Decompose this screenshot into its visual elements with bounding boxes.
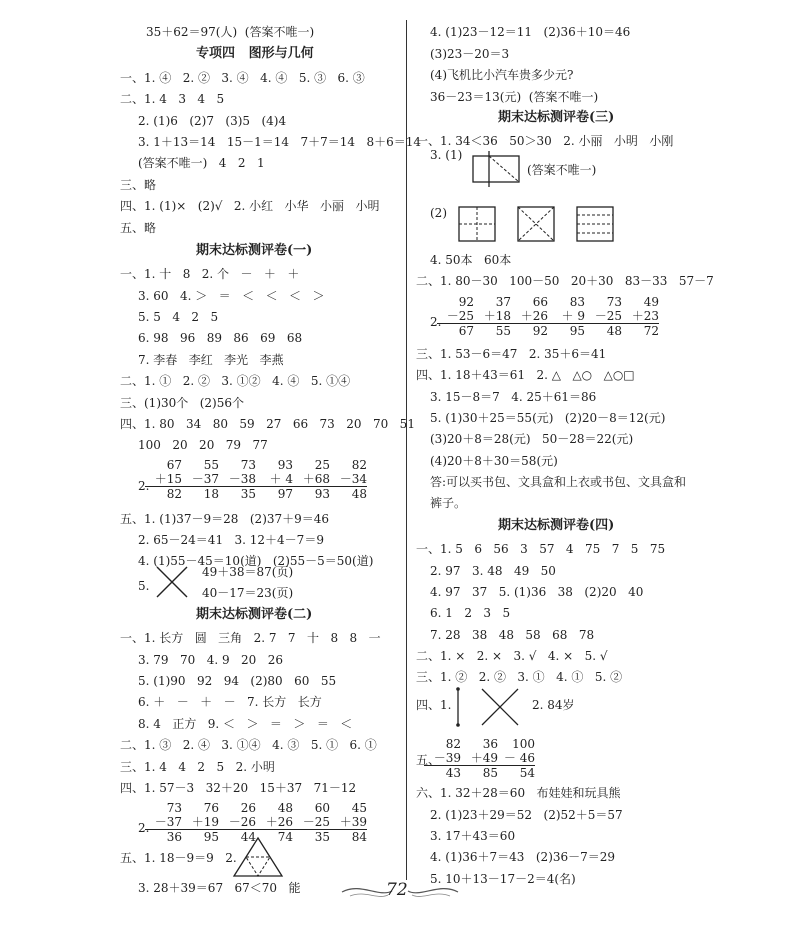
vm-cell: －34: [339, 472, 367, 486]
answer-line: 2. 84岁: [532, 698, 575, 712]
vm-result-row: [424, 766, 535, 780]
vm-cell: 82: [166, 487, 182, 501]
answer-line: 四、1. (1)× (2)√ 2. 小红 小华 小丽 小明: [120, 199, 380, 213]
vm-cell: 100: [512, 737, 535, 751]
answer-line: 49＋38＝87(页): [202, 565, 294, 579]
vm-cell: ＋39: [339, 815, 367, 829]
section-heading: 专项四 图形与几何: [196, 46, 314, 61]
answer-line: 2. 65－24＝41 3. 12＋4－7＝9: [138, 533, 324, 547]
answer-line: 35＋62＝97(人) (答案不唯一): [146, 25, 315, 39]
answer-line: 5. 10＋13－17－2＝4(名): [430, 872, 576, 886]
answer-line: (3)23－20＝3: [430, 47, 510, 61]
vm-cell: ＋23: [631, 309, 659, 323]
vm-cell: 73: [240, 458, 256, 472]
answer-line: 2. (1)23＋29＝52 (2)52＋5＝57: [430, 808, 623, 822]
answer-line: 8. 4 正方 9. ＜ ＞ ＝ ＞ ＝ ＜: [138, 717, 353, 731]
answer-line: (答案不唯一): [527, 163, 597, 177]
vm-cell: ＋15: [154, 472, 182, 486]
vm-mid-row: [437, 309, 659, 324]
section-heading: 期末达标测评卷(一): [196, 243, 313, 258]
vm-cell: 97: [277, 487, 293, 501]
answer-line: 100 20 20 79 77: [138, 438, 268, 452]
section-heading: 期末达标测评卷(四): [498, 518, 615, 533]
answer-line: 四、1.: [416, 698, 452, 712]
answer-line: (2): [430, 206, 447, 220]
vm-mid-row: [145, 472, 367, 487]
vm-cell: ＋ 9: [561, 309, 585, 323]
cross-lines-figure: [480, 687, 520, 727]
vm-cell: 25: [314, 458, 330, 472]
vm-cell: －26: [228, 815, 256, 829]
vm-cell: 36: [482, 737, 498, 751]
vm-cell: 93: [314, 487, 330, 501]
answer-line: 3. 15－8＝7 4. 25＋61＝86: [430, 390, 597, 404]
vm-cell: ＋26: [265, 815, 293, 829]
answer-line: 四、1. 80 34 80 59 27 66 73 20 70 51: [120, 417, 415, 431]
vm-cell: －37: [191, 472, 219, 486]
cross-lines-figure: [155, 565, 189, 599]
vm-mid-row: [145, 815, 367, 830]
answer-line: 6. ＋ － ＋ － 7. 长方 长方: [138, 695, 322, 709]
vm-cell: ＋68: [302, 472, 330, 486]
answer-line: (3)20＋8＝28(元) 50－28＝22(元): [430, 432, 634, 446]
vm-cell: 43: [445, 766, 461, 780]
vm-cell: 37: [495, 295, 511, 309]
page-number: 72: [386, 880, 408, 900]
vm-cell: 92: [458, 295, 474, 309]
vm-cell: 60: [314, 801, 330, 815]
vm-cell: 72: [643, 324, 659, 338]
vm-cell: 83: [569, 295, 585, 309]
answer-line: 一、1. ④ 2. ② 3. ④ 4. ④ 5. ③ 6. ③: [120, 71, 365, 85]
answer-line: 3. 1＋13＝14 15－1＝14 7＋7＝14 8＋6＝14: [138, 135, 422, 149]
vm-cell: 45: [351, 801, 367, 815]
vm-cell: 67: [458, 324, 474, 338]
answer-line: 3. 17＋43＝60: [430, 829, 516, 843]
answer-line: 4. (1)55－45＝10(道) (2)55－5＝50(道): [138, 554, 374, 568]
answer-line: 三、1. 53－6＝47 2. 35＋6＝41: [416, 347, 607, 361]
vm-cell: 26: [240, 801, 256, 815]
answer-line: 5. (1)30＋25＝55(元) (2)20－8＝12(元): [430, 411, 666, 425]
vm-cell: 93: [277, 458, 293, 472]
vm-cell: 85: [482, 766, 498, 780]
answer-line: 3. (1): [430, 148, 463, 162]
vm-result-row: [437, 324, 659, 338]
answer-line: 四、1. 57－3 32＋20 15＋37 71－12: [120, 781, 357, 795]
vm-cell: 48: [606, 324, 622, 338]
vm-cell: － 46: [503, 751, 535, 765]
answer-line: 六、1. 32＋28＝60 布娃娃和玩具熊: [416, 786, 621, 800]
vm-top-row: [437, 295, 659, 309]
answer-line: 3. 79 70 4. 9 20 26: [138, 653, 284, 667]
vm-cell: 74: [277, 830, 293, 844]
answer-line: 答:可以买书包、文具盒和上衣或书包、文具盒和: [430, 475, 687, 489]
vm-cell: 55: [203, 458, 219, 472]
vm-cell: 48: [351, 487, 367, 501]
answer-line: 5. 5 4 2 5: [138, 310, 219, 324]
vm-cell: －25: [302, 815, 330, 829]
triangle-figure: [232, 836, 284, 878]
answer-line: 二、1. 80－30 100－50 20＋30 83－33 57－7: [416, 274, 714, 288]
item-label: 5.: [138, 579, 150, 593]
vm-cell: 35: [240, 487, 256, 501]
vm-result-row: [145, 487, 367, 501]
answer-line: 4. (1)23－12＝11 (2)36＋10＝46: [430, 25, 631, 39]
vm-cell: 48: [277, 801, 293, 815]
vm-cell: －37: [154, 815, 182, 829]
answer-line: 6. 98 96 89 86 69 68: [138, 331, 303, 345]
item-label: 2.: [138, 821, 150, 835]
rect-fold-figure: [472, 150, 522, 188]
answer-line: 二、1. × 2. × 3. √ 4. × 5. √: [416, 649, 608, 663]
vm-cell: 84: [351, 830, 367, 844]
answer-line: (4)飞机比小汽车贵多少元?: [430, 68, 574, 82]
answer-line: 2. (1)6 (2)7 (3)5 (4)4: [138, 114, 287, 128]
answer-line: 三、略: [120, 178, 157, 192]
vm-cell: 95: [569, 324, 585, 338]
answer-line: 三、1. ② 2. ② 3. ① 4. ① 5. ②: [416, 670, 623, 684]
square-cross-figure: [458, 206, 498, 242]
answer-line: 4. 97 37 5. (1)36 38 (2)20 40: [430, 585, 644, 599]
vm-cell: 55: [495, 324, 511, 338]
vm-cell: 73: [606, 295, 622, 309]
vm-top-row: [145, 801, 367, 815]
vm-cell: 44: [240, 830, 256, 844]
section-heading: 期末达标测评卷(三): [498, 110, 615, 125]
vm-cell: ＋19: [191, 815, 219, 829]
answer-line: 36－23＝13(元) (答案不唯一): [430, 90, 599, 104]
vm-cell: 76: [203, 801, 219, 815]
vertical-math-4: [424, 737, 535, 780]
section-heading: 期末达标测评卷(二): [196, 607, 313, 622]
vm-cell: －38: [228, 472, 256, 486]
item-label: 2.: [430, 315, 442, 329]
answer-line: 4. 50本 60本: [430, 253, 512, 267]
answer-line: 五、略: [120, 221, 157, 235]
vm-cell: 36: [166, 830, 182, 844]
answer-line: 四、1. 18＋43＝61 2. △ △○ △○□: [416, 368, 635, 382]
answer-line: 5. (1)90 92 94 (2)80 60 55: [138, 674, 337, 688]
answer-line: 3. 60 4. ＞ ＝ ＜ ＜ ＜ ＞: [138, 289, 325, 303]
vm-cell: ＋ 4: [269, 472, 293, 486]
vm-cell: －25: [594, 309, 622, 323]
vertical-math-3: [437, 295, 659, 338]
vm-cell: 73: [166, 801, 182, 815]
vertical-line-figure: [452, 687, 464, 727]
item-label: 2.: [138, 479, 150, 493]
answer-line: 6. 1 2 3 5: [430, 606, 511, 620]
answer-line: 一、1. 长方 圆 三角 2. 7 7 十 8 8 一: [120, 631, 381, 645]
answer-line: (4)20＋8＋30＝58(元): [430, 454, 558, 468]
vm-top-row: [424, 737, 535, 751]
answer-line: 二、1. ① 2. ② 3. ①② 4. ④ 5. ①④: [120, 374, 351, 388]
answer-line: 五、1. 18－9＝9 2.: [120, 851, 237, 865]
vm-mid-row: [424, 751, 535, 766]
square-diagonal-figure: [517, 206, 557, 242]
answer-line: 7. 28 38 48 58 68 78: [430, 628, 595, 642]
answer-line: 4. (1)36＋7＝43 (2)36－7＝29: [430, 850, 616, 864]
vm-cell: 18: [203, 487, 219, 501]
vm-cell: －25: [446, 309, 474, 323]
answer-line: 40－17＝23(页): [202, 586, 294, 600]
answer-line: 五、1. (1)37－9＝28 (2)37＋9＝46: [120, 512, 330, 526]
vm-cell: 54: [519, 766, 535, 780]
answer-line: 7. 李春 李红 李光 李燕: [138, 353, 284, 367]
vm-cell: ＋49: [470, 751, 498, 765]
vm-cell: 67: [166, 458, 182, 472]
answer-line: 二、1. 4 3 4 5: [120, 92, 225, 106]
answer-line: 三、1. 4 4 2 5 2. 小明: [120, 760, 275, 774]
answer-line: 裤子。: [430, 496, 467, 510]
answer-line: 三、(1)30个 (2)56个: [120, 396, 244, 410]
answer-line: (答案不唯一) 4 2 1: [138, 156, 265, 170]
answer-line: 2. 97 3. 48 49 50: [430, 564, 556, 578]
vm-cell: 35: [314, 830, 330, 844]
vm-cell: 95: [203, 830, 219, 844]
vm-cell: 66: [532, 295, 548, 309]
vm-top-row: [145, 458, 367, 472]
answer-line: 一、1. 34＜36 50＞30 2. 小丽 小明 小刚: [416, 134, 674, 148]
vm-cell: 82: [351, 458, 367, 472]
vertical-math-1: [145, 458, 367, 501]
vm-cell: 49: [643, 295, 659, 309]
answer-line: 3. 28＋39＝67 67＜70 能: [138, 881, 301, 895]
vm-cell: 92: [532, 324, 548, 338]
vm-cell: 82: [445, 737, 461, 751]
vm-cell: ＋26: [520, 309, 548, 323]
answer-line: 一、1. 十 8 2. 个 － ＋ ＋: [120, 267, 300, 281]
square-stripes-figure: [576, 206, 616, 242]
answer-line: 五、: [416, 753, 441, 767]
vm-cell: ＋18: [483, 309, 511, 323]
answer-line: 一、1. 5 6 56 3 57 4 75 7 5 75: [416, 542, 666, 556]
vm-cell: －39: [433, 751, 461, 765]
answer-line: 二、1. ③ 2. ④ 3. ①④ 4. ③ 5. ① 6. ①: [120, 738, 377, 752]
